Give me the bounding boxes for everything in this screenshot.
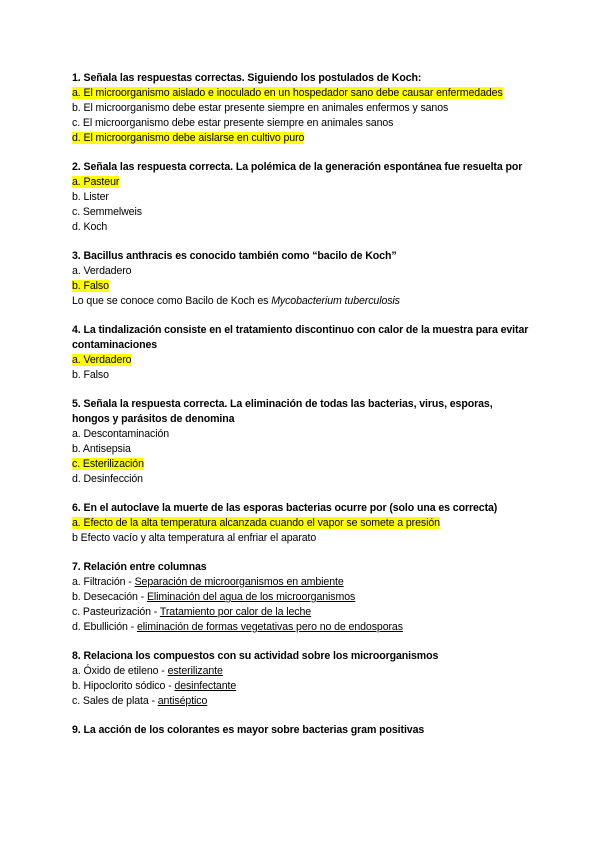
q4-option-a: a. Verdadero: [72, 354, 132, 366]
question-9-title: 9. La acción de los colorantes es mayor sobre bacterias gram positivas: [72, 724, 425, 736]
q1-option-c: c. El microorganismo debe estar presente siempre en animales sanos: [72, 117, 394, 129]
q4-option-b: b. Falso: [72, 369, 109, 381]
question-2-title: 2. Señala las respuesta correcta. La polémica de la generación espontánea fue resuelta por: [72, 161, 523, 173]
q8-pair-a-answer: esterilizante: [167, 665, 223, 677]
q3-note: [72, 294, 532, 309]
q1-option-d: d. El microorganismo debe aislarse en cultivo puro: [72, 132, 305, 144]
q5-option-d: d. Desinfección: [72, 473, 143, 485]
q1-option-a: a. El microorganismo aislado e inoculado en un hospedador sano debe causar enfermedades: [72, 87, 503, 99]
q7-pair-a-label: a. Filtración -: [72, 576, 135, 588]
q7-pair-b: [72, 590, 532, 605]
question-4-title: 4. La tindalización consiste en el tratamiento discontinuo con calor de la muestra para evitar contaminaciones: [72, 324, 529, 351]
q7-pair-d-answer: eliminación de formas vegetativas pero no de endosporas: [136, 621, 403, 633]
q2-option-d: d. Koch: [72, 221, 108, 233]
q2-option-c: c. Semmelweis: [72, 206, 142, 218]
q7-pair-c-answer: Tratamiento por calor de la leche: [159, 606, 312, 618]
q8-pair-c-label: c. Sales de plata -: [72, 695, 158, 707]
q8-pair-b-answer: desinfectante: [174, 680, 237, 692]
q5-option-c: c. Esterilización: [72, 458, 144, 470]
q6-option-a: a. Efecto de la alta temperatura alcanzada cuando el vapor se somete a presión: [72, 517, 440, 529]
question-8-title: 8. Relaciona los compuestos con su actividad sobre los microorganismos: [72, 650, 439, 662]
q8-pair-c-answer: antiséptico: [157, 695, 208, 707]
q3-option-a: a. Verdadero: [72, 265, 132, 277]
quiz-content: [72, 71, 532, 738]
q1-option-b: b. El microorganismo debe estar presente siempre en animales enfermos y sanos: [72, 102, 449, 114]
q7-pair-a-answer: Separación de microorganismos en ambiente: [134, 576, 344, 588]
q3-note-species: Mycobacterium tuberculosis: [271, 295, 400, 307]
q5-option-a: a. Descontaminación: [72, 428, 170, 440]
q2-option-b: b. Lister: [72, 191, 109, 203]
q2-option-a: a. Pasteur: [72, 176, 120, 188]
q8-pair-b-label: b. Hipoclorito sódico -: [72, 680, 175, 692]
q6-option-b: b Efecto vacío y alta temperatura al enfriar el aparato: [72, 532, 317, 544]
q7-pair-b-label: b. Desecación -: [72, 591, 147, 603]
q5-option-b: b. Antisepsia: [72, 443, 131, 455]
q3-note-text: Lo que se conoce como Bacilo de Koch es: [72, 295, 272, 307]
q3-option-b: b. Falso: [72, 280, 109, 292]
question-5-title: 5. Señala la respuesta correcta. La eliminación de todas las bacterias, virus, esporas, hongos y parásitos de denomina: [72, 398, 493, 425]
question-6-title: 6. En el autoclave la muerte de las esporas bacterias ocurre por (solo una es correcta): [72, 502, 498, 514]
question-1-title: 1. Señala las respuestas correctas. Siguiendo los postulados de Koch:: [72, 72, 422, 84]
q7-pair-d: [72, 620, 532, 635]
q7-pair-b-answer: Eliminación del agua de los microorganismos: [146, 591, 356, 603]
q7-pair-c: [72, 605, 532, 620]
q8-pair-a: [72, 664, 532, 679]
question-7-title: 7. Relación entre columnas: [72, 561, 207, 573]
q7-pair-c-label: c. Pasteurización -: [72, 606, 160, 618]
q7-pair-d-label: d. Ebullición -: [72, 621, 137, 633]
q7-pair-a: [72, 575, 532, 590]
q8-pair-a-label: a. Óxido de etileno -: [72, 665, 168, 677]
q8-pair-c: [72, 694, 532, 709]
q8-pair-b: [72, 679, 532, 694]
question-3-title: 3. Bacillus anthracis es conocido también como “bacilo de Koch”: [72, 250, 397, 262]
